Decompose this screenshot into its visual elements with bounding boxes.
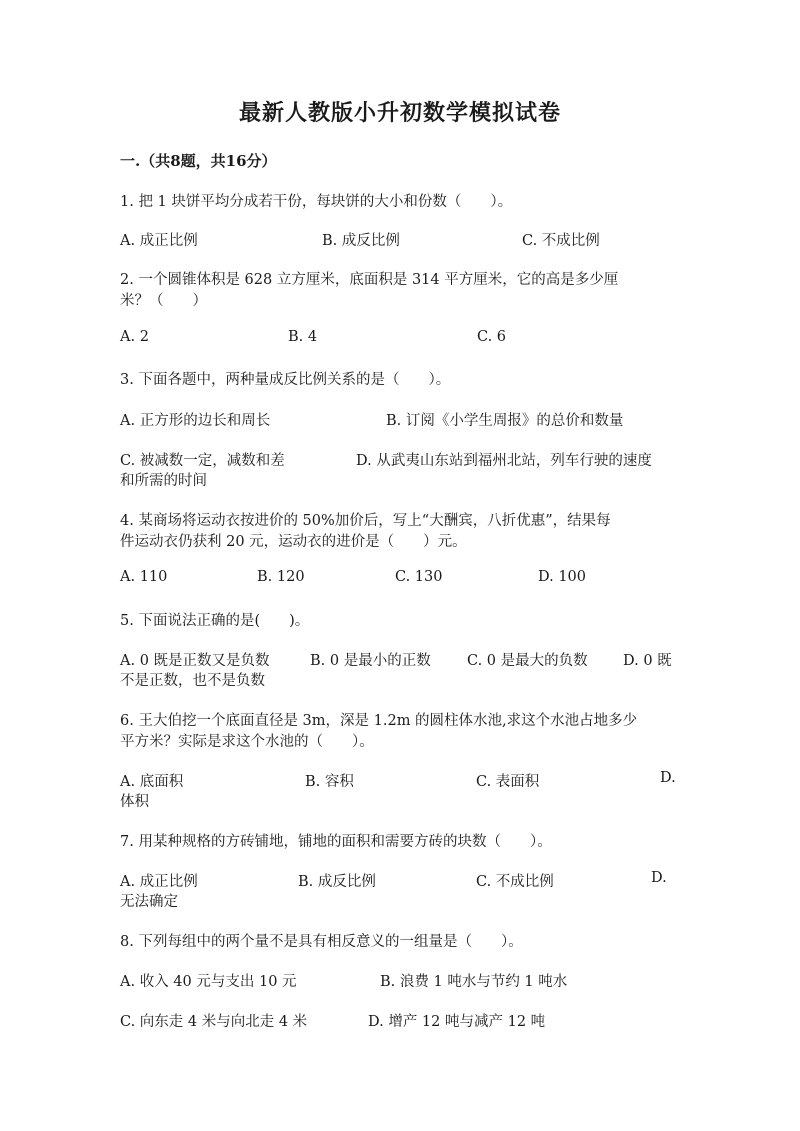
- q7-option-d-continued: 无法确定: [120, 894, 178, 910]
- q1-option-b: B. 成反比例: [322, 233, 400, 249]
- q3-option-c: C. 被减数一定，减数和差: [120, 453, 285, 469]
- q8-option-b: B. 浪费 1 吨水与节约 1 吨水: [380, 974, 568, 990]
- question-4-text-line1: 4. 某商场将运动衣按进价的 50%加价后，写上“大酬宾，八折优惠”，结果每: [120, 513, 611, 529]
- q6-option-c: C. 表面积: [476, 774, 540, 790]
- q6-option-a: A. 底面积: [120, 774, 184, 790]
- q6-option-d-continued: 体积: [120, 794, 149, 810]
- question-2-text-line2: 米？（ ）: [120, 293, 207, 309]
- q8-option-a: A. 收入 40 元与支出 10 元: [120, 974, 297, 990]
- q5-option-c: C. 0 是最大的负数: [467, 653, 588, 669]
- q2-option-c: C. 6: [477, 329, 507, 345]
- q3-option-d: D. 从武夷山东站到福州北站，列车行驶的速度: [356, 453, 652, 469]
- q7-option-c: C. 不成比例: [476, 874, 554, 890]
- q2-option-b: B. 4: [288, 329, 318, 345]
- q1-option-c: C. 不成比例: [522, 233, 600, 249]
- q5-option-d: D. 0 既: [623, 653, 672, 669]
- question-6-text-line1: 6. 王大伯挖一个底面直径是 3m，深是 1.2m 的圆柱体水池,求这个水池占地多少: [120, 713, 638, 729]
- exam-title: 最新人教版小升初数学模拟试卷: [238, 100, 561, 126]
- q4-option-d: D. 100: [538, 569, 587, 585]
- question-2-text-line1: 2. 一个圆锥体积是 628 立方厘米，底面积是 314 平方厘米，它的高是多少厘: [120, 272, 619, 288]
- q5-option-b: B. 0 是最小的正数: [310, 653, 431, 669]
- q4-option-a: A. 110: [120, 569, 168, 585]
- q3-option-a: A. 正方形的边长和周长: [120, 413, 271, 429]
- question-8-text: 8. 下列每组中的两个量不是具有相反意义的一组量是（ ）。: [120, 934, 523, 950]
- q7-option-a: A. 成正比例: [120, 874, 198, 890]
- question-5-text: 5. 下面说法正确的是( )。: [120, 613, 310, 629]
- q7-option-b: B. 成反比例: [298, 874, 376, 890]
- question-1-text: 1. 把 1 块饼平均分成若干份，每块饼的大小和份数（ ）。: [120, 194, 513, 210]
- q4-option-c: C. 130: [395, 569, 443, 585]
- q6-option-d: D.: [660, 770, 676, 786]
- q3-option-b: B. 订阅《小学生周报》的总价和数量: [386, 413, 624, 429]
- q1-option-a: A. 成正比例: [120, 233, 198, 249]
- question-4-text-line2: 件运动衣仍获利 20 元，运动衣的进价是（ ）元。: [120, 534, 467, 550]
- q8-option-d: D. 增产 12 吨与减产 12 吨: [368, 1014, 546, 1030]
- question-6-text-line2: 平方米？实际是求这个水池的（ ）。: [120, 734, 374, 750]
- q5-option-a: A. 0 既是正数又是负数: [120, 653, 270, 669]
- q6-option-b: B. 容积: [305, 774, 354, 790]
- q3-option-d-continued: 和所需的时间: [120, 473, 207, 489]
- section-header: 一.（共8题，共16分）: [120, 152, 277, 170]
- q4-option-b: B. 120: [257, 569, 305, 585]
- question-7-text: 7. 用某种规格的方砖铺地，铺地的面积和需要方砖的块数（ ）。: [120, 834, 552, 850]
- q2-option-a: A. 2: [120, 329, 149, 345]
- question-3-text: 3. 下面各题中，两种量成反比例关系的是（ ）。: [120, 372, 451, 388]
- q7-option-d: D.: [651, 870, 667, 886]
- q8-option-c: C. 向东走 4 米与向北走 4 米: [120, 1014, 308, 1030]
- q5-option-d-continued: 不是正数，也不是负数: [120, 673, 265, 689]
